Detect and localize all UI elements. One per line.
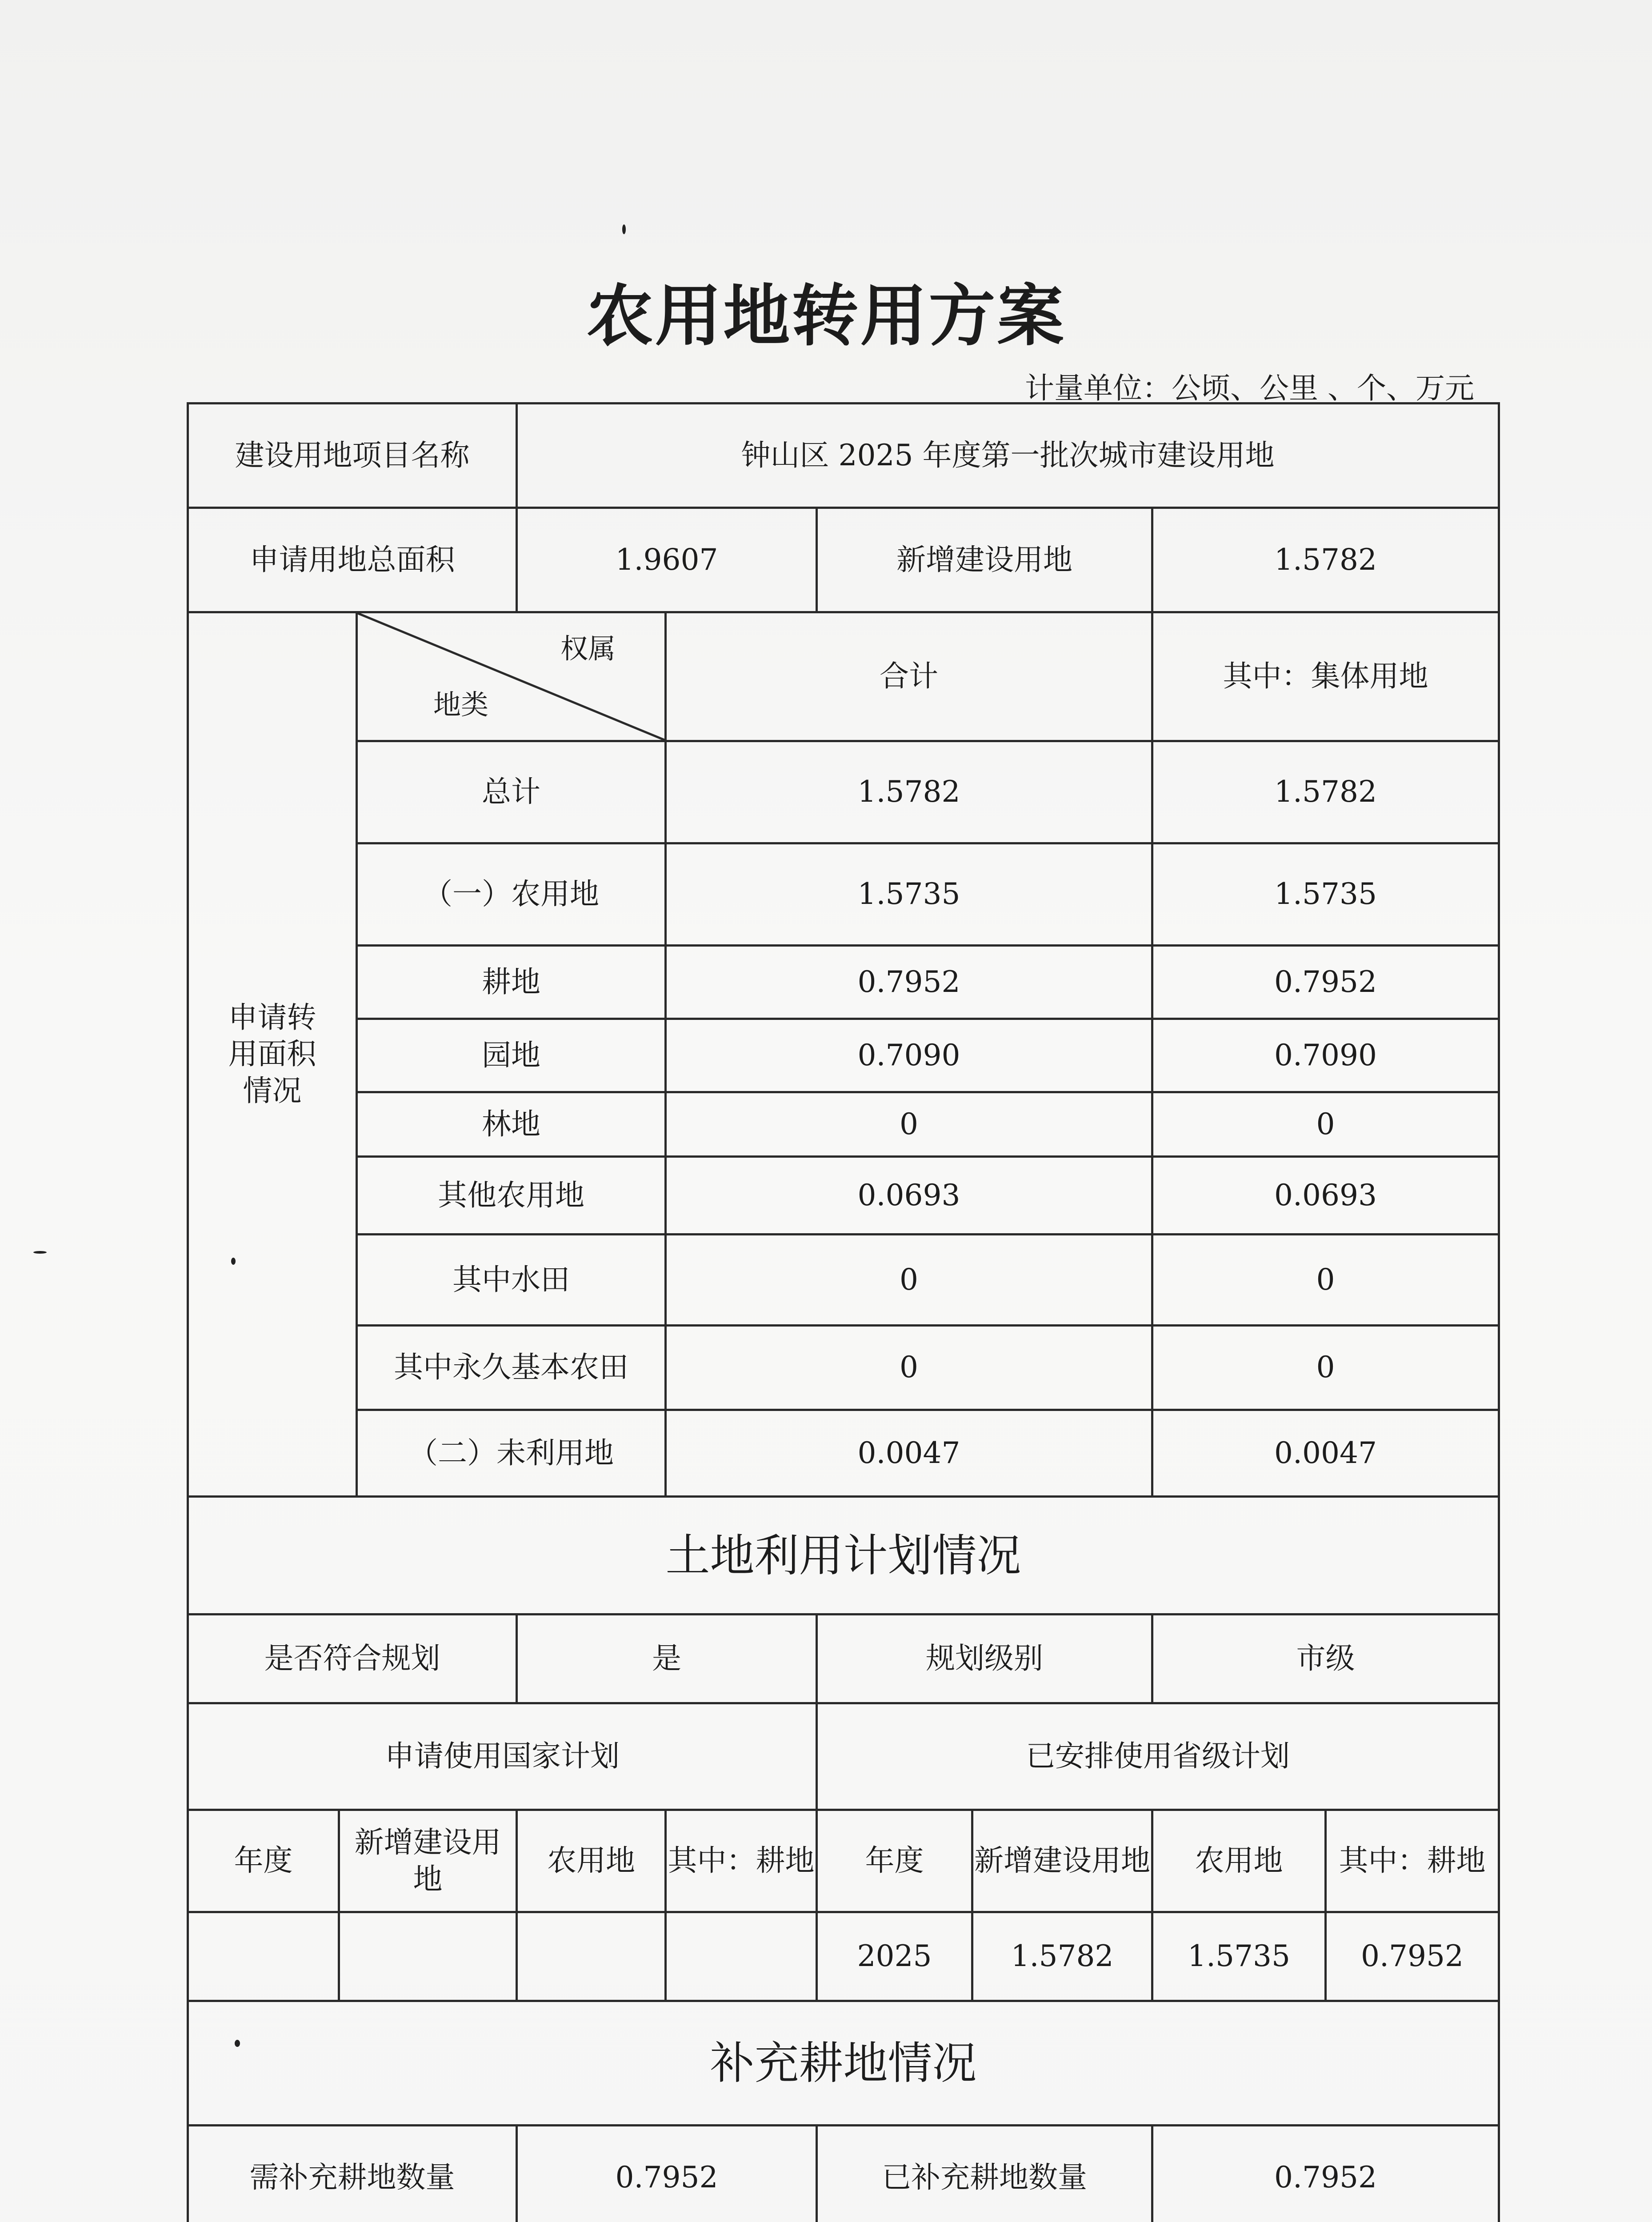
done-value: 0.7952 [1151,2124,1500,2222]
row-collective: 1.5735 [1151,842,1500,947]
row-label: 园地 [356,1018,667,1093]
plan-cell [516,1911,667,2002]
row-collective: 0 [1151,1324,1500,1411]
plan-cell: 1.5782 [971,1911,1153,2002]
plan-col-header: 其中：耕地 [664,1809,818,1913]
needed-value: 0.7952 [516,2124,818,2222]
provincial-plan-label: 已安排使用省级计划 [816,1702,1500,1811]
needed-label: 需补充耕地数量 [187,2124,518,2222]
compliant-label: 是否符合规划 [187,1613,518,1704]
row-total: 0.7090 [664,1018,1153,1093]
total-area-value: 1.9607 [516,507,818,613]
done-label: 已补充耕地数量 [816,2124,1153,2222]
header-ownership: 权属 [560,632,616,665]
plan-col-header: 农用地 [1151,1809,1327,1913]
row-label: （二）未利用地 [356,1409,667,1498]
row-total: 0 [664,1091,1153,1158]
compliant-value: 是 [516,1613,818,1704]
row-total: 0 [664,1233,1153,1327]
supplement-heading: 补充耕地情况 [187,2000,1500,2126]
row-collective: 1.5782 [1151,740,1500,844]
national-plan-label: 申请使用国家计划 [187,1702,818,1811]
row-label: 其中永久基本农田 [356,1324,667,1411]
row-label: 其中水田 [356,1233,667,1327]
scan-speck [235,2040,240,2047]
plan-col-header: 新增建设用地 [971,1809,1153,1913]
row-label: 总计 [356,740,667,844]
scan-speck [622,224,626,234]
row-total: 1.5735 [664,842,1153,947]
conversion-section-label: 申请转用面积情况 [187,611,358,1498]
plan-col-header: 农用地 [516,1809,667,1913]
row-total: 0 [664,1324,1153,1411]
col-total-header: 合计 [664,611,1153,742]
row-label: 林地 [356,1091,667,1158]
row-collective: 0.7952 [1151,944,1500,1020]
plan-cell [338,1911,518,2002]
unit-note: 计量单位：公顷、公里 、个、万元 [1025,371,1474,405]
new-construction-value: 1.5782 [1151,507,1500,613]
col-collective-header: 其中：集体用地 [1151,611,1500,742]
plan-col-header: 其中：耕地 [1324,1809,1500,1913]
project-name-value: 钟山区 2025 年度第一批次城市建设用地 [516,402,1500,509]
diagonal-header-cell [356,611,667,742]
row-collective: 0 [1151,1233,1500,1327]
row-total: 1.5782 [664,740,1153,844]
level-value: 市级 [1151,1613,1500,1704]
new-construction-label: 新增建设用地 [816,507,1153,613]
scan-speck [33,1251,47,1254]
plan-col-header: 新增建设用地 [338,1809,518,1913]
diagonal-line [358,613,664,740]
level-label: 规划级别 [816,1613,1153,1704]
total-area-label: 申请用地总面积 [187,507,518,613]
plan-cell: 1.5735 [1151,1911,1327,2002]
plan-cell [187,1911,340,2002]
row-total: 0.0047 [664,1409,1153,1498]
row-collective: 0.0047 [1151,1409,1500,1498]
plan-heading: 土地利用计划情况 [187,1495,1500,1615]
row-label: （一）农用地 [356,842,667,947]
project-name-label: 建设用地项目名称 [187,402,518,509]
plan-cell: 0.7952 [1324,1911,1500,2002]
header-land-type: 地类 [433,688,489,721]
row-collective: 0.7090 [1151,1018,1500,1093]
plan-cell: 2025 [816,1911,973,2002]
row-label: 耕地 [356,944,667,1020]
row-collective: 0 [1151,1091,1500,1158]
scan-speck [231,1258,236,1265]
plan-col-header: 年度 [187,1809,340,1913]
plan-cell [664,1911,818,2002]
row-total: 0.0693 [664,1155,1153,1235]
document-title: 农用地转用方案 [586,277,1066,355]
row-label: 其他农用地 [356,1155,667,1235]
row-total: 0.7952 [664,944,1153,1020]
row-collective: 0.0693 [1151,1155,1500,1235]
plan-col-header: 年度 [816,1809,973,1913]
